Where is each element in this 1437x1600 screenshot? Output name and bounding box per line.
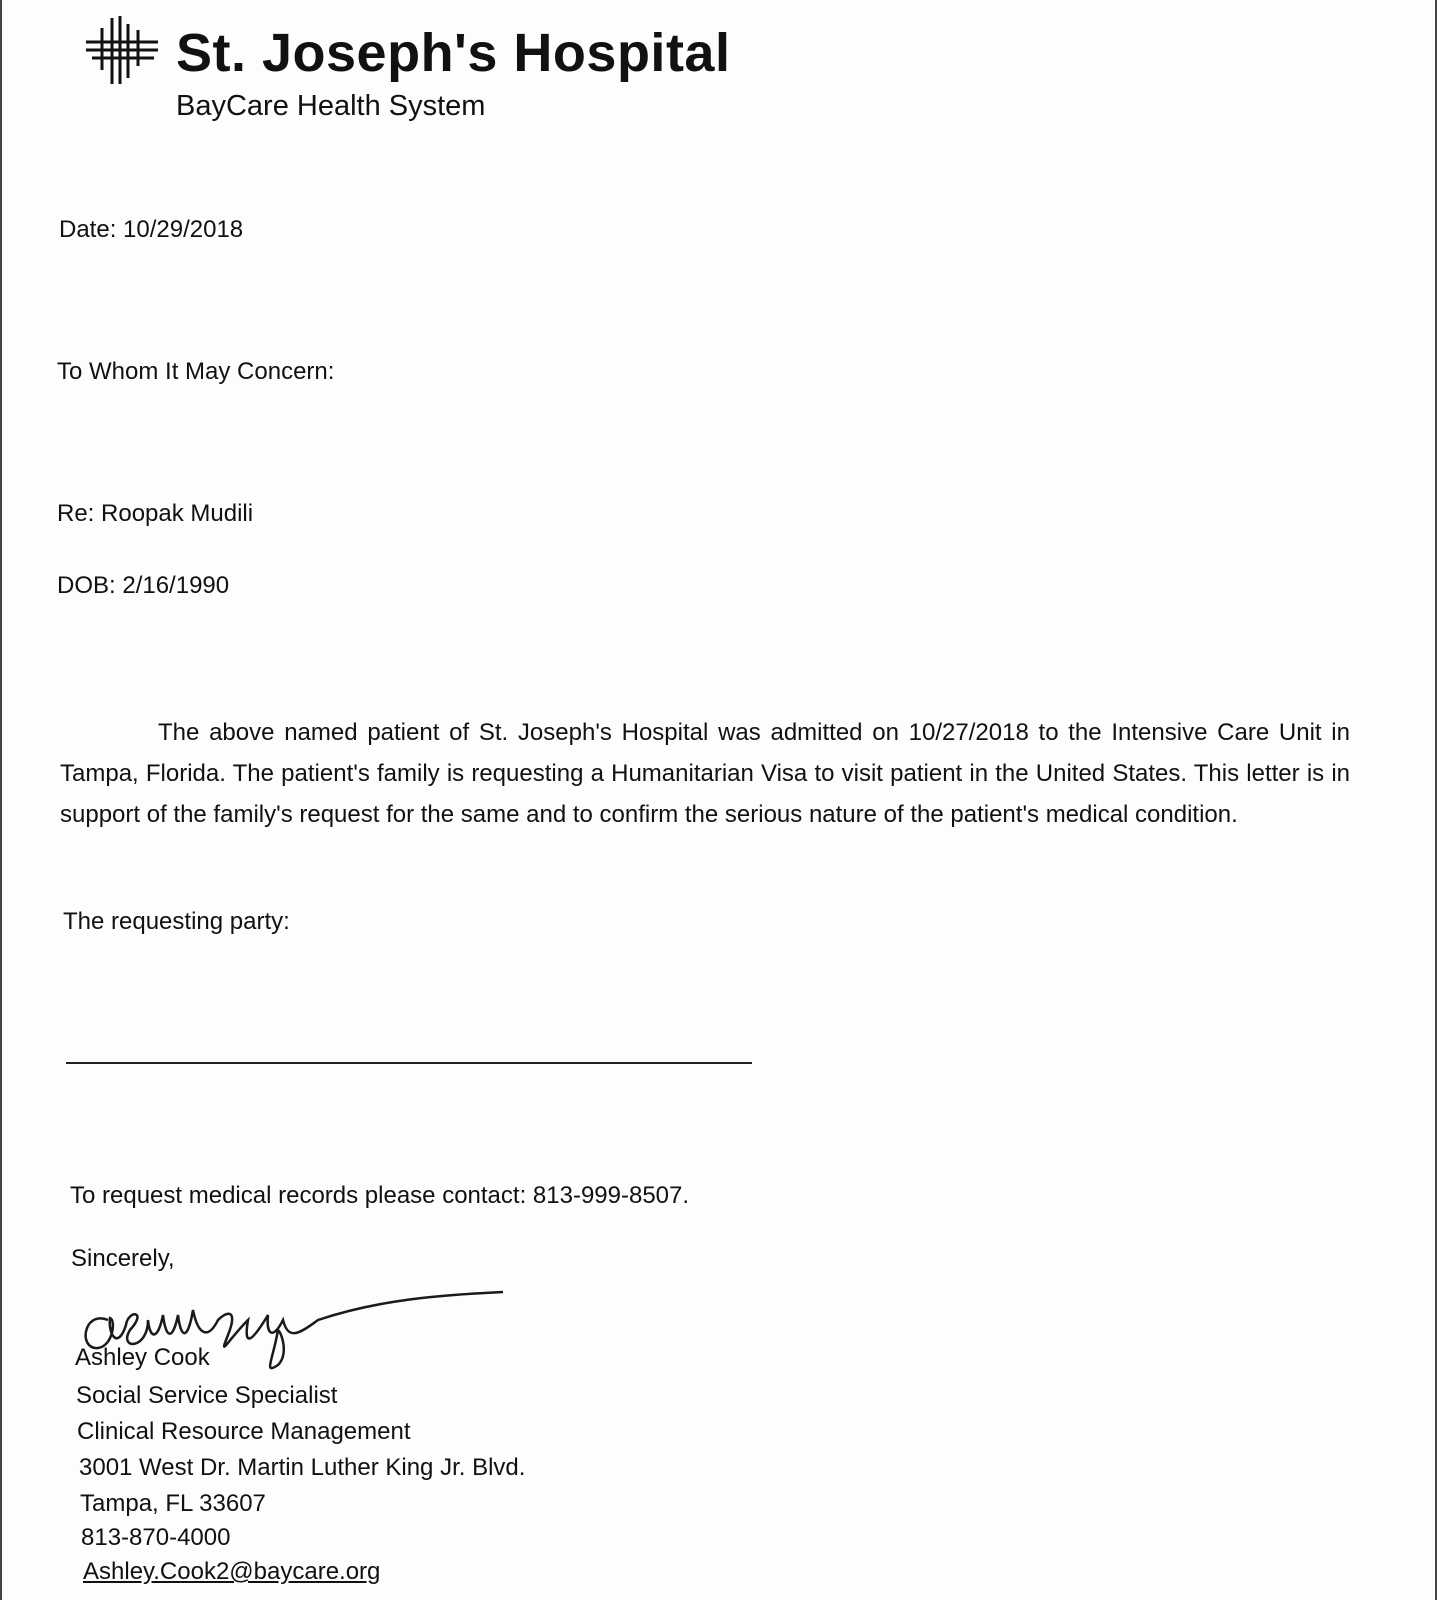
- hospital-name: St. Joseph's Hospital: [176, 23, 731, 83]
- body-paragraph: The above named patient of St. Joseph's Hospital was admitted on 10/27/2018 to the Intensive Care Unit in Tampa, Florida. The patient's family is requesting a Humanitarian Visa to visit patient in the United States. This letter is in support of the family's request for the same and to confirm the serious nature of the patient's medical condition.: [60, 719, 1350, 828]
- dob-line: DOB: 2/16/1990: [57, 572, 230, 599]
- requesting-party-label: The requesting party:: [63, 908, 290, 935]
- address-line-1: 3001 West Dr. Martin Luther King Jr. Blvd.: [79, 1454, 526, 1481]
- address-line-2: Tampa, FL 33607: [80, 1490, 266, 1517]
- signer-department: Clinical Resource Management: [77, 1418, 411, 1445]
- signer-email-link[interactable]: Ashley.Cook2@baycare.org: [83, 1558, 381, 1585]
- signer-phone: 813-870-4000: [81, 1524, 231, 1551]
- records-contact: To request medical records please contact: 813-999-8507.: [70, 1182, 690, 1209]
- signer-title: Social Service Specialist: [76, 1382, 338, 1409]
- salutation: To Whom It May Concern:: [57, 358, 335, 385]
- date-line: Date: 10/29/2018: [59, 216, 244, 243]
- closing: Sincerely,: [71, 1245, 175, 1272]
- scan-edge-left: [0, 0, 2, 1600]
- signer-name: Ashley Cook: [75, 1344, 210, 1371]
- requesting-party-signature-line: [66, 1062, 752, 1064]
- health-system-name: BayCare Health System: [176, 90, 486, 122]
- re-line: Re: Roopak Mudili: [57, 500, 254, 527]
- hospital-cross-logo-icon: [84, 16, 160, 86]
